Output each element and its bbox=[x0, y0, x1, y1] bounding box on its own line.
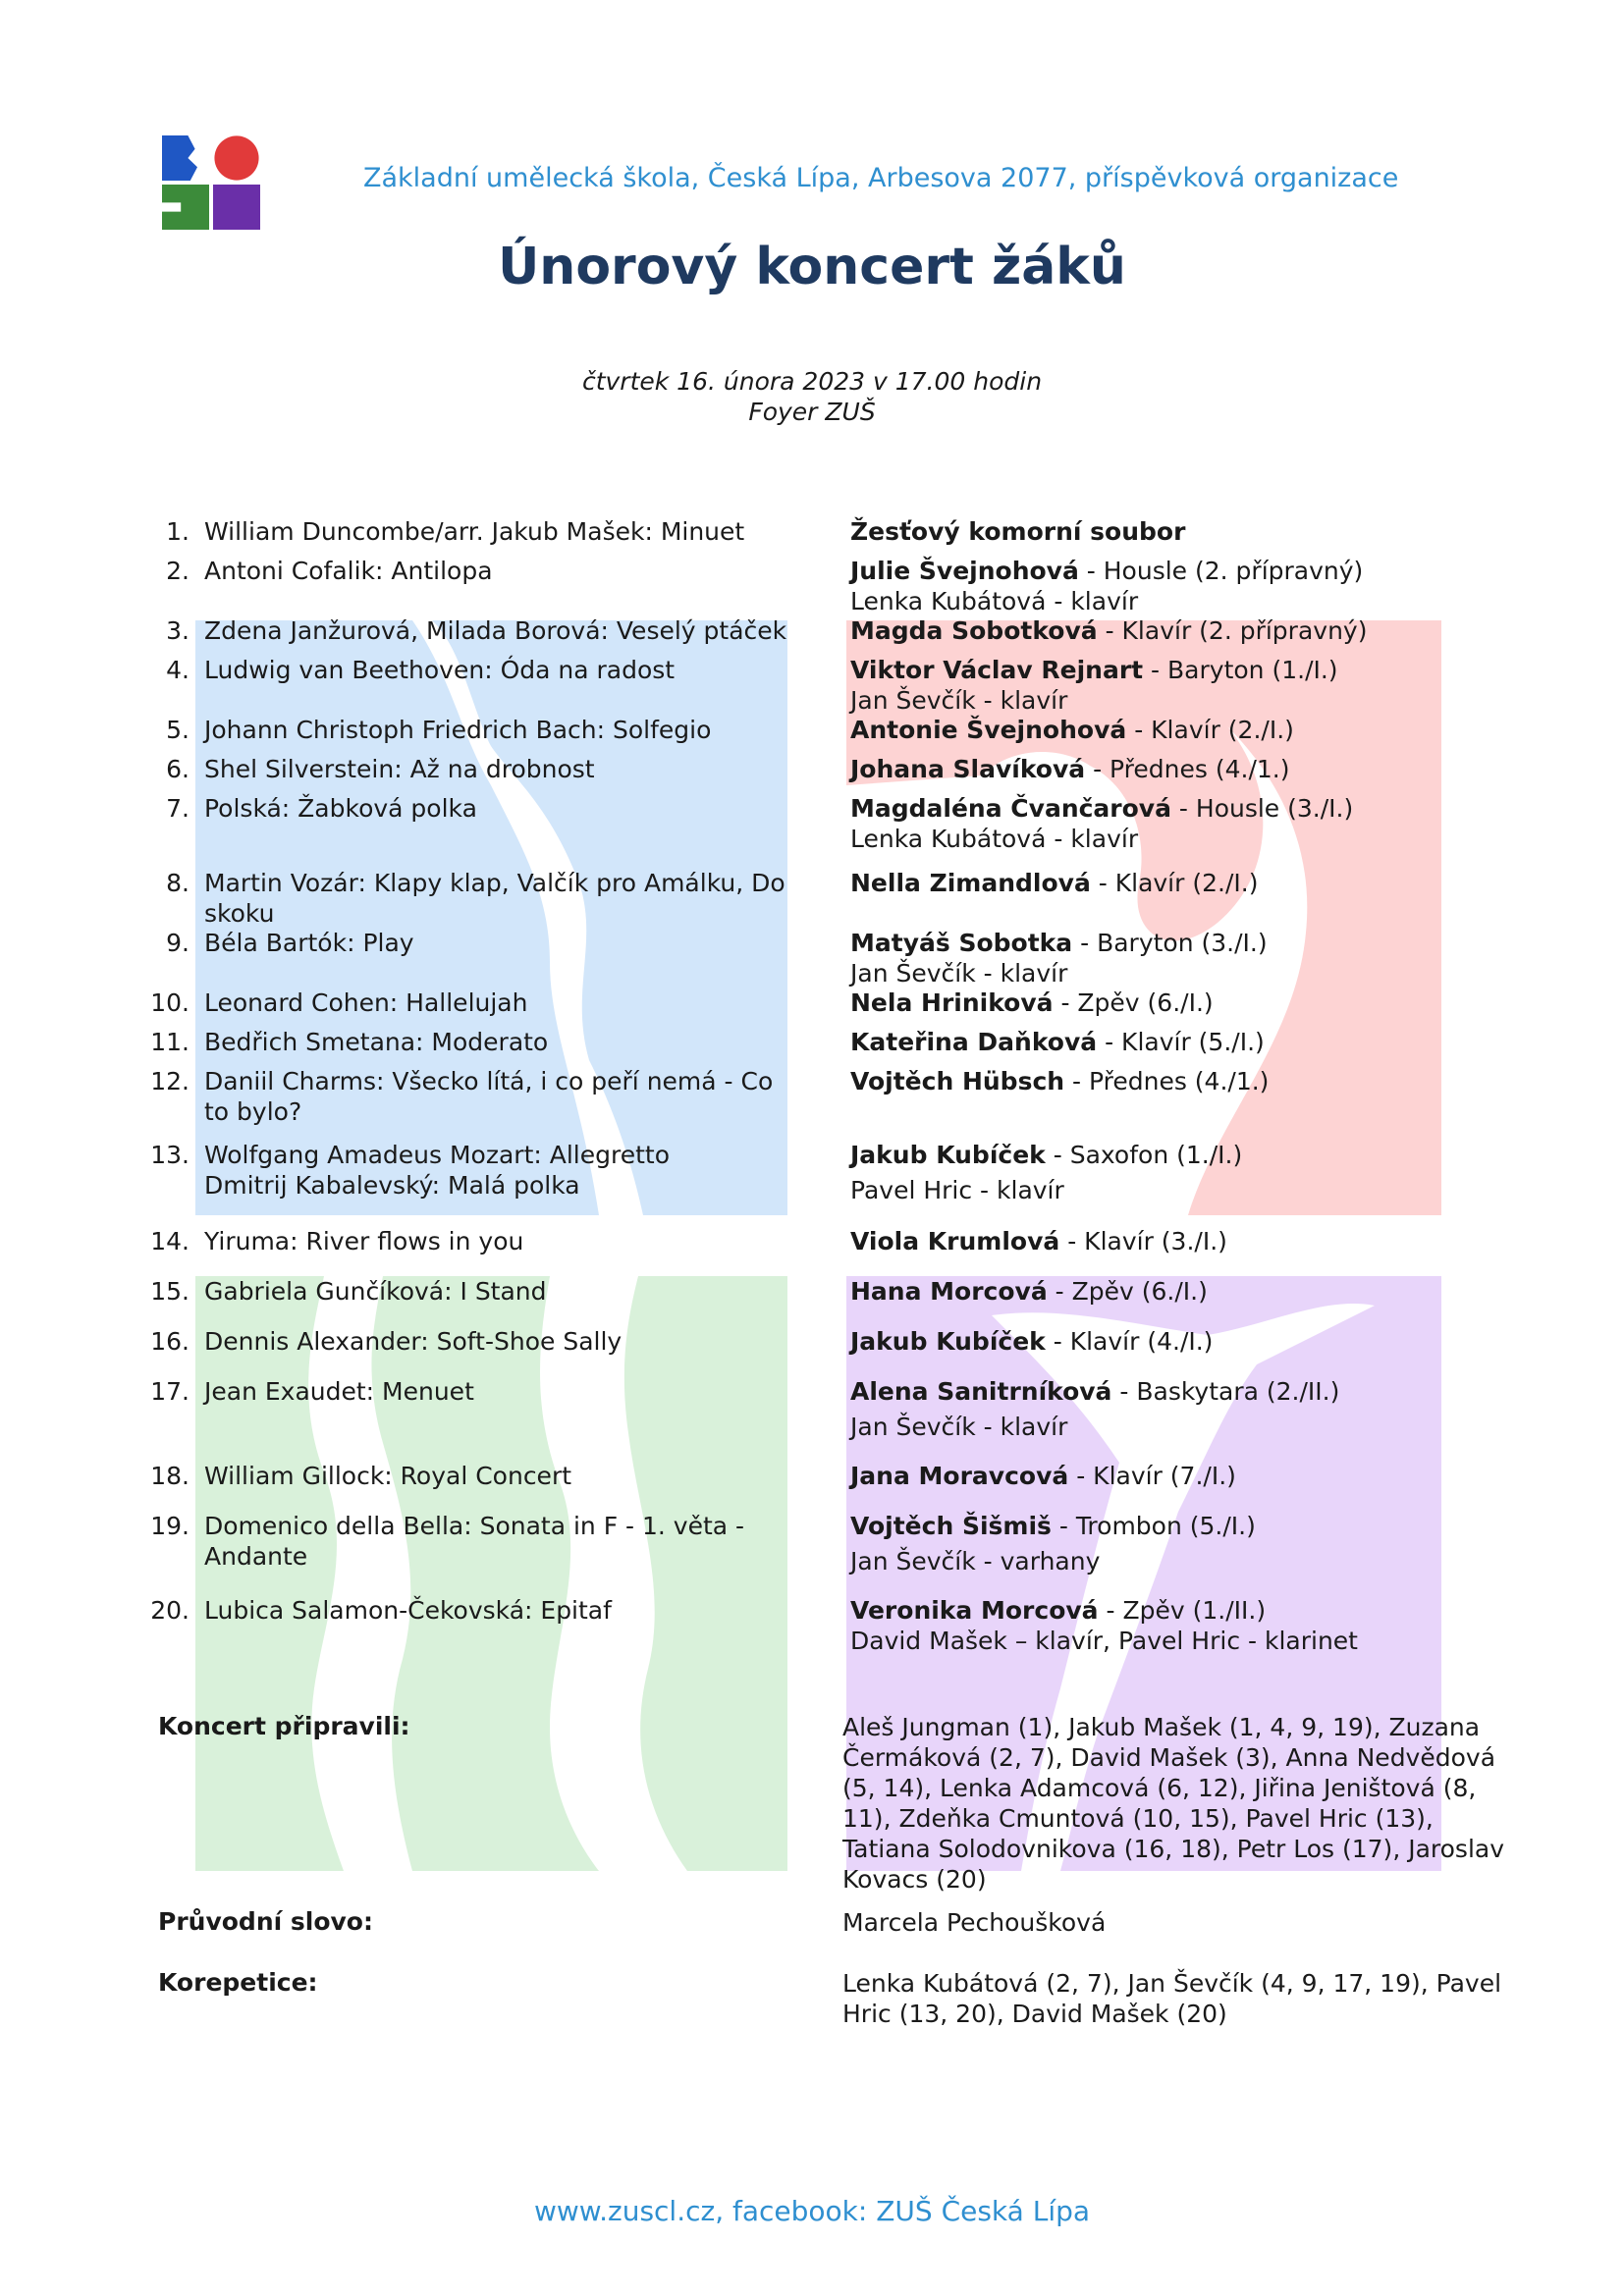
program-performer bbox=[850, 1066, 1479, 1096]
performer-instrument: - Klavír (4./I.) bbox=[1045, 1327, 1214, 1356]
performer-name: Jana Moravcová bbox=[850, 1462, 1069, 1490]
piece-title: Domenico della Bella: Sonata in F - 1. věta - Andante bbox=[204, 1512, 745, 1571]
program-piece bbox=[204, 1376, 803, 1407]
school-logo bbox=[162, 135, 260, 230]
program-number: 5. bbox=[166, 716, 189, 744]
performer-instrument: - Saxofon (1./I.) bbox=[1045, 1141, 1243, 1169]
logo-green-tile bbox=[162, 185, 209, 230]
program-piece bbox=[204, 928, 803, 958]
performer-name: Vojtěch Šišmiš bbox=[850, 1512, 1052, 1540]
performer-name: Antonie Švejnohová bbox=[850, 716, 1127, 744]
performer-instrument: - Klavír (2./I.) bbox=[1090, 869, 1259, 897]
program-performer bbox=[850, 988, 1479, 1018]
program-number: 13. bbox=[150, 1141, 189, 1169]
piece-title: Wolfgang Amadeus Mozart: Allegretto bbox=[204, 1141, 670, 1169]
program-piece bbox=[204, 1326, 803, 1357]
program-performer bbox=[850, 793, 1479, 854]
piece-title: Antoni Cofalik: Antilopa bbox=[204, 557, 493, 585]
performer-instrument: - Klavír (5./I.) bbox=[1097, 1028, 1265, 1056]
performer-name: Nella Zimandlová bbox=[850, 869, 1091, 897]
green-mask-shape bbox=[195, 1276, 787, 1871]
program-piece bbox=[204, 655, 803, 685]
program-performer bbox=[850, 556, 1479, 616]
performer-name: Veronika Morcová bbox=[850, 1596, 1099, 1625]
logo-red-tile bbox=[213, 135, 260, 181]
speech-text: Marcela Pechoušková bbox=[842, 1908, 1107, 1937]
program-piece bbox=[204, 988, 803, 1018]
accompanist: David Mašek – klavír, Pavel Hric - klarinet bbox=[850, 1627, 1358, 1655]
piece-title: Zdena Janžurová, Milada Borová: Veselý ptáček bbox=[204, 616, 787, 645]
performer-instrument: - Přednes (4./1.) bbox=[1085, 755, 1290, 783]
accompanist: Pavel Hric - klavír bbox=[850, 1176, 1064, 1204]
program-piece bbox=[204, 1027, 803, 1057]
piece-title: William Gillock: Royal Concert bbox=[204, 1462, 572, 1490]
performer-instrument: - Baryton (3./I.) bbox=[1072, 929, 1268, 957]
performer-name: Johana Slavíková bbox=[850, 755, 1086, 783]
logo-blue-tile bbox=[162, 135, 209, 181]
program-number: 6. bbox=[166, 755, 189, 783]
performer-name: Jakub Kubíček bbox=[850, 1327, 1046, 1356]
performer-name: Jakub Kubíček bbox=[850, 1141, 1046, 1169]
accompanist: Lenka Kubátová - klavír bbox=[850, 587, 1139, 615]
school-name: Základní umělecká škola, Česká Lípa, Arbesova 2077, příspěvková organizace bbox=[363, 163, 1399, 193]
program-number: 7. bbox=[166, 794, 189, 823]
piece-title: Ludwig van Beethoven: Óda na radost bbox=[204, 656, 676, 684]
accompaniment-label: Korepetice: bbox=[158, 1968, 318, 1997]
program-performer bbox=[850, 1326, 1479, 1357]
performer-name: Žesťový komorní soubor bbox=[850, 517, 1186, 546]
piece-title-second: Dmitrij Kabalevský: Malá polka bbox=[204, 1171, 580, 1200]
performer-instrument: - Přednes (4./1.) bbox=[1064, 1067, 1270, 1095]
program-piece bbox=[204, 754, 803, 784]
program-performer bbox=[850, 1595, 1479, 1656]
program-number: 8. bbox=[166, 869, 189, 897]
performer-name: Nela Hriniková bbox=[850, 988, 1054, 1017]
program-performer bbox=[850, 516, 1479, 547]
performer-instrument: - Baryton (1./I.) bbox=[1143, 656, 1338, 684]
piece-title: Jean Exaudet: Menuet bbox=[204, 1377, 474, 1406]
piece-title: Shel Silverstein: Až na drobnost bbox=[204, 755, 595, 783]
footer-links[interactable]: www.zuscl.cz, facebook: ZUŠ Česká Lípa bbox=[533, 2195, 1091, 2227]
performer-name: Kateřina Daňková bbox=[850, 1028, 1098, 1056]
speech-label: Průvodní slovo: bbox=[158, 1907, 373, 1936]
program-piece bbox=[204, 1276, 803, 1307]
accompanist: Jan Ševčík - klavír bbox=[850, 1413, 1068, 1441]
prepared-label: Koncert připravili: bbox=[158, 1712, 410, 1740]
program-number: 17. bbox=[150, 1377, 189, 1406]
performer-name: Viktor Václav Rejnart bbox=[850, 656, 1144, 684]
program-performer bbox=[850, 754, 1479, 784]
performer-instrument: - Trombon (5./I.) bbox=[1051, 1512, 1256, 1540]
concert-venue: Foyer ZUŠ bbox=[748, 398, 876, 426]
program-performer bbox=[850, 868, 1479, 898]
program-piece bbox=[204, 615, 803, 646]
piece-title: Dennis Alexander: Soft-Shoe Sally bbox=[204, 1327, 623, 1356]
program-piece bbox=[204, 1140, 803, 1201]
program-number: 15. bbox=[150, 1277, 189, 1306]
program-number: 20. bbox=[150, 1596, 189, 1625]
piece-title: Bedřich Smetana: Moderato bbox=[204, 1028, 549, 1056]
program-number: 4. bbox=[166, 656, 189, 684]
accompanist: Jan Ševčík - varhany bbox=[850, 1547, 1101, 1575]
program-number: 3. bbox=[166, 616, 189, 645]
program-piece bbox=[204, 1595, 803, 1626]
performer-instrument: - Zpěv (1./II.) bbox=[1098, 1596, 1267, 1625]
program-piece bbox=[204, 1226, 803, 1256]
program-number: 2. bbox=[166, 557, 189, 585]
program-number: 19. bbox=[150, 1512, 189, 1540]
program-number: 18. bbox=[150, 1462, 189, 1490]
piece-title: Béla Bartók: Play bbox=[204, 929, 414, 957]
accompanist: Jan Ševčík - klavír bbox=[850, 959, 1068, 988]
performer-instrument: - Zpěv (6./I.) bbox=[1053, 988, 1214, 1017]
program-performer bbox=[850, 1461, 1479, 1491]
piece-title: Johann Christoph Friedrich Bach: Solfegio bbox=[204, 716, 712, 744]
program-number: 11. bbox=[150, 1028, 189, 1056]
performer-name: Vojtěch Hübsch bbox=[850, 1067, 1065, 1095]
program-piece bbox=[204, 793, 803, 824]
program-piece bbox=[204, 1461, 803, 1491]
program-piece bbox=[204, 715, 803, 745]
program-performer bbox=[850, 928, 1479, 988]
program-performer bbox=[850, 1226, 1479, 1256]
prepared-text: Aleš Jungman (1), Jakub Mašek (1, 4, 9, 19), Zuzana Čermáková (2, 7), David Mašek (3), Anna Nedvědová (5, 14), Lenka Adamcová (6, 12), Jiřina Jeništová (8, 11), Zdeňka Cmuntová (10, 15), Pavel Hric (13), Tatiana Solodovnikova (16, 18), Petr Los (17), Jaroslav Kovacs (20) bbox=[842, 1713, 1505, 1894]
program-number: 12. bbox=[150, 1067, 189, 1095]
piece-title: Gabriela Gunčíková: I Stand bbox=[204, 1277, 547, 1306]
program-piece bbox=[204, 1511, 803, 1572]
piece-title: Lubica Salamon-Čekovská: Epitaf bbox=[204, 1596, 612, 1625]
program-performer bbox=[850, 615, 1479, 646]
performer-name: Viola Krumlová bbox=[850, 1227, 1060, 1255]
page-title: Únorový koncert žáků bbox=[498, 238, 1126, 296]
performer-name: Julie Švejnohová bbox=[850, 557, 1079, 585]
piece-title: Polská: Žabková polka bbox=[204, 794, 477, 823]
accompanist: Lenka Kubátová - klavír bbox=[850, 825, 1139, 853]
performer-name: Magdaléna Čvančarová bbox=[850, 794, 1171, 823]
performer-instrument: - Klavír (7./I.) bbox=[1068, 1462, 1236, 1490]
piece-title: William Duncombe/arr. Jakub Mašek: Minuet bbox=[204, 517, 745, 546]
performer-instrument: - Klavír (2. přípravný) bbox=[1097, 616, 1368, 645]
program-performer bbox=[850, 1276, 1479, 1307]
performer-name: Alena Sanitrníková bbox=[850, 1377, 1112, 1406]
program-performer bbox=[850, 1027, 1479, 1057]
program-performer bbox=[850, 1140, 1479, 1205]
concert-date: čtvrtek 16. února 2023 v 17.00 hodin bbox=[581, 367, 1043, 396]
program-performer bbox=[850, 1511, 1479, 1576]
performer-name: Hana Morcová bbox=[850, 1277, 1048, 1306]
program-number: 10. bbox=[150, 988, 189, 1017]
performer-instrument: - Zpěv (6./I.) bbox=[1047, 1277, 1208, 1306]
performer-instrument: - Klavír (3./I.) bbox=[1059, 1227, 1227, 1255]
accompanist: Jan Ševčík - klavír bbox=[850, 686, 1068, 715]
piece-title: Daniil Charms: Všecko lítá, i co peří nemá - Co to bylo? bbox=[204, 1067, 774, 1126]
performer-instrument: - Baskytara (2./II.) bbox=[1111, 1377, 1340, 1406]
piece-title: Yiruma: River flows in you bbox=[204, 1227, 524, 1255]
performer-instrument: - Klavír (2./I.) bbox=[1126, 716, 1294, 744]
program-piece bbox=[204, 1066, 803, 1127]
program-number: 16. bbox=[150, 1327, 189, 1356]
program-performer bbox=[850, 715, 1479, 745]
performer-name: Matyáš Sobotka bbox=[850, 929, 1073, 957]
program-piece bbox=[204, 868, 803, 929]
program-piece bbox=[204, 516, 803, 547]
performer-instrument: - Housle (2. přípravný) bbox=[1078, 557, 1364, 585]
piece-title: Leonard Cohen: Hallelujah bbox=[204, 988, 528, 1017]
performer-name: Magda Sobotková bbox=[850, 616, 1098, 645]
program-number: 1. bbox=[166, 517, 189, 546]
program-performer bbox=[850, 1376, 1479, 1442]
program-number: 9. bbox=[166, 929, 189, 957]
program-performer bbox=[850, 655, 1479, 716]
piece-title: Martin Vozár: Klapy klap, Valčík pro Amálku, Do skoku bbox=[204, 869, 785, 928]
logo-purple-tile bbox=[213, 185, 260, 230]
program-number: 14. bbox=[150, 1227, 189, 1255]
accompaniment-text: Lenka Kubátová (2, 7), Jan Ševčík (4, 9, 17, 19), Pavel Hric (13, 20), David Mašek (20) bbox=[842, 1969, 1502, 2028]
program-piece bbox=[204, 556, 803, 586]
performer-instrument: - Housle (3./I.) bbox=[1170, 794, 1354, 823]
